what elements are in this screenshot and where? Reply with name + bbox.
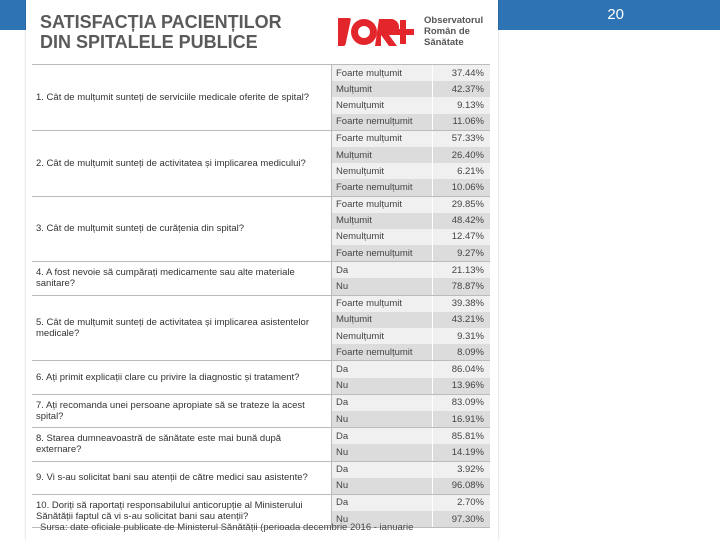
answer-list [332, 428, 490, 460]
question-group [32, 64, 490, 130]
answer-label: Nu [336, 281, 349, 293]
answer-row [332, 296, 490, 312]
question-text: 6. Ați primit explicații clare cu privire la diagnostic și tratament? [32, 361, 332, 393]
answer-row [332, 163, 490, 179]
question-text: 8. Starea dumneavoastră de sănătate este mai bună după externare? [32, 428, 332, 460]
question-group [32, 261, 490, 294]
question-text: 4. A fost nevoie să cumpărați medicamente sau alte materiale sanitare? [32, 262, 332, 294]
answer-percentage: 85.81% [432, 428, 490, 444]
answer-label: Da [336, 264, 349, 276]
answer-label: Foarte mulțumit [336, 67, 402, 79]
answer-label: Mulțumit [336, 215, 372, 227]
answer-row [332, 428, 490, 444]
question-text: 7. Ați recomanda unei persoane apropiate să se trateze la acest spital? [32, 395, 332, 427]
answer-label: Da [336, 464, 349, 476]
answer-row [332, 328, 490, 344]
answer-row [332, 478, 490, 494]
answer-label: Foarte mulțumit [336, 133, 402, 145]
answer-percentage: 97.30% [432, 511, 490, 527]
answer-percentage: 16.91% [432, 411, 490, 427]
answer-list [332, 131, 490, 196]
answer-percentage: 42.37% [432, 81, 490, 97]
logo-text-line-2: Român de [424, 26, 470, 37]
answer-label: Da [336, 430, 349, 442]
question-text: 5. Cât de mulțumit sunteți de activitatea și implicarea asistentelor medicale? [32, 296, 332, 361]
question-text: 2. Cât de mulțumit sunteți de activitatea și implicarea medicului? [32, 131, 332, 196]
answer-percentage: 29.85% [432, 197, 490, 213]
answer-row [332, 114, 490, 130]
answer-percentage: 83.09% [432, 395, 490, 411]
survey-table [32, 64, 490, 528]
question-group [32, 295, 490, 361]
answer-percentage: 11.06% [432, 114, 490, 130]
answer-percentage: 3.92% [432, 462, 490, 478]
question-group [32, 360, 490, 393]
answer-percentage: 48.42% [432, 213, 490, 229]
answer-row [332, 278, 490, 294]
answer-row [332, 213, 490, 229]
answer-row [332, 378, 490, 394]
answer-row [332, 361, 490, 377]
answer-row [332, 245, 490, 261]
document-image [26, 0, 498, 540]
page-number: 20 [607, 6, 624, 23]
answer-row [332, 147, 490, 163]
answer-percentage: 9.31% [432, 328, 490, 344]
question-group [32, 427, 490, 460]
answer-list [332, 296, 490, 361]
answer-percentage: 96.08% [432, 478, 490, 494]
answer-percentage: 14.19% [432, 444, 490, 460]
answer-percentage: 13.96% [432, 378, 490, 394]
question-group [32, 461, 490, 494]
answer-label: Da [336, 397, 349, 409]
answer-label: Nemulțumit [336, 165, 385, 177]
answer-label: Da [336, 497, 349, 509]
answer-row [332, 229, 490, 245]
answer-row [332, 197, 490, 213]
answer-label: Foarte mulțumit [336, 298, 402, 310]
answer-label: Foarte nemulțumit [336, 181, 413, 193]
answer-percentage: 6.21% [432, 163, 490, 179]
question-text: 10. Doriți să raportați responsabilului anticorupție al Ministerului Sănătății faptul că vi s-au solicitat bani sau atenții? [32, 495, 332, 527]
answer-list [332, 395, 490, 427]
answer-row [332, 344, 490, 360]
answer-row [332, 462, 490, 478]
answer-list [332, 361, 490, 393]
answer-percentage: 21.13% [432, 262, 490, 278]
question-group [32, 196, 490, 262]
answer-label: Foarte nemulțumit [336, 116, 413, 128]
answer-label: Mulțumit [336, 149, 372, 161]
answer-label: Nu [336, 446, 349, 458]
answer-row [332, 131, 490, 147]
answer-row [332, 495, 490, 511]
answer-percentage: 37.44% [432, 65, 490, 81]
answer-label: Foarte nemulțumit [336, 247, 413, 259]
logo-text-line-1: Observatorul [424, 15, 484, 26]
answer-row [332, 97, 490, 113]
ors-logo [338, 14, 414, 50]
answer-label: Nemulțumit [336, 231, 385, 243]
question-text: 1. Cât de mulțumit sunteți de serviciile medicale oferite de spital? [32, 65, 332, 130]
answer-list [332, 197, 490, 262]
source-note: Sursa: date oficiale publicate de Ministerul Sănătății (perioada decembrie 2016 - ianuarie [40, 522, 414, 533]
answer-row [332, 395, 490, 411]
answer-list [332, 65, 490, 130]
answer-label: Nemulțumit [336, 99, 385, 111]
answer-row [332, 411, 490, 427]
answer-row [332, 312, 490, 328]
question-group [32, 130, 490, 196]
document-title [40, 12, 282, 52]
answer-list [332, 462, 490, 494]
answer-label: Nemulțumit [336, 330, 385, 342]
answer-label: Mulțumit [336, 314, 372, 326]
answer-label: Nu [336, 413, 349, 425]
answer-percentage: 2.70% [432, 495, 490, 511]
answer-percentage: 8.09% [432, 344, 490, 360]
logo-text-line-3: Sănătate [424, 37, 464, 48]
answer-percentage: 39.38% [432, 296, 490, 312]
answer-label: Nu [336, 513, 349, 525]
answer-row [332, 81, 490, 97]
answer-label: Nu [336, 380, 349, 392]
title-line-1: SATISFACȚIA PACIENȚILOR [40, 12, 282, 32]
title-line-2: DIN SPITALELE PUBLICE [40, 32, 258, 52]
answer-label: Nu [336, 480, 349, 492]
answer-row [332, 65, 490, 81]
answer-percentage: 9.27% [432, 245, 490, 261]
answer-percentage: 9.13% [432, 97, 490, 113]
answer-percentage: 26.40% [432, 147, 490, 163]
answer-percentage: 57.33% [432, 131, 490, 147]
answer-percentage: 78.87% [432, 278, 490, 294]
answer-percentage: 12.47% [432, 229, 490, 245]
answer-row [332, 262, 490, 278]
question-text: 3. Cât de mulțumit sunteți de curățenia din spital? [32, 197, 332, 262]
answer-label: Mulțumit [336, 83, 372, 95]
answer-row [332, 444, 490, 460]
logo-text [424, 15, 483, 48]
answer-label: Foarte mulțumit [336, 199, 402, 211]
answer-list [332, 262, 490, 294]
answer-percentage: 86.04% [432, 361, 490, 377]
answer-percentage: 10.06% [432, 179, 490, 195]
answer-row [332, 179, 490, 195]
answer-label: Foarte nemulțumit [336, 346, 413, 358]
answer-percentage: 43.21% [432, 312, 490, 328]
answer-label: Da [336, 363, 349, 375]
question-text: 9. Vi s-au solicitat bani sau atenții de către medici sau asistente? [32, 462, 332, 494]
question-group [32, 394, 490, 427]
